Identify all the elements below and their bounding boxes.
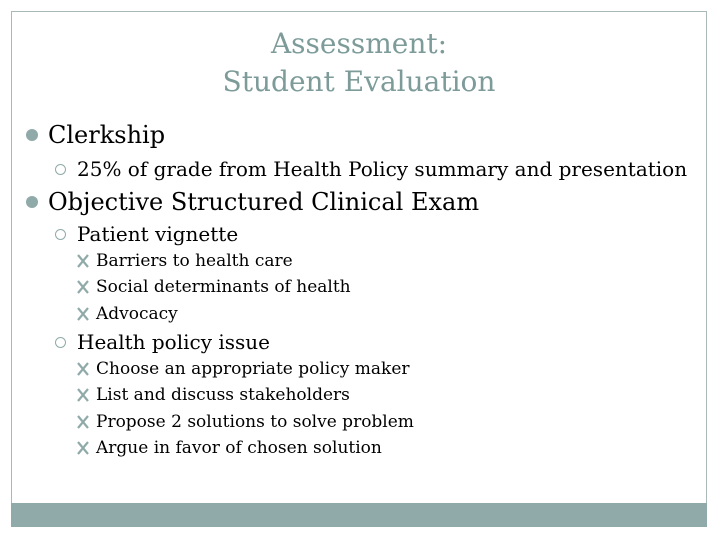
list-item-text: Barriers to health care — [96, 251, 293, 271]
filled-circle-bullet-icon — [26, 129, 38, 141]
list-item — [77, 304, 178, 324]
list-item — [26, 121, 165, 149]
hollow-circle-bullet-icon — [55, 337, 66, 348]
list-item — [77, 277, 351, 297]
hollow-circle-bullet-icon — [55, 229, 66, 240]
list-item-text: Social determinants of health — [96, 277, 351, 297]
list-item-text: Choose an appropriate policy maker — [96, 359, 410, 379]
list-item — [77, 251, 293, 271]
title-line-2: Student Evaluation — [222, 65, 496, 98]
slide-title — [11, 25, 707, 101]
x-bullet-icon — [77, 388, 89, 402]
list-item-text: 25% of grade from Health Policy summary and presentation — [77, 157, 688, 181]
x-bullet-icon — [77, 307, 89, 321]
list-item-text: Clerkship — [48, 121, 166, 149]
list-item — [55, 157, 687, 181]
list-item-text: Propose 2 solutions to solve problem — [96, 412, 414, 432]
list-item-text: List and discuss stakeholders — [96, 385, 350, 405]
x-bullet-icon — [77, 280, 89, 294]
x-bullet-icon — [77, 362, 89, 376]
list-item — [77, 412, 414, 432]
title-line-1: Assessment: — [270, 27, 448, 60]
hollow-circle-bullet-icon — [55, 164, 66, 175]
list-item — [77, 438, 382, 458]
list-item — [77, 385, 350, 405]
x-bullet-icon — [77, 441, 89, 455]
list-item-text: Health policy issue — [77, 330, 271, 354]
list-item-text: Advocacy — [96, 304, 178, 324]
list-item-text: Patient vignette — [77, 222, 239, 246]
x-bullet-icon — [77, 254, 89, 268]
list-item — [55, 222, 238, 246]
list-item — [55, 330, 270, 354]
x-bullet-icon — [77, 415, 89, 429]
list-item-text: Objective Structured Clinical Exam — [48, 188, 480, 216]
list-item — [26, 188, 479, 216]
list-item — [77, 359, 410, 379]
filled-circle-bullet-icon — [26, 196, 38, 208]
list-item-text: Argue in favor of chosen solution — [96, 438, 382, 458]
footer-bar — [11, 503, 707, 527]
